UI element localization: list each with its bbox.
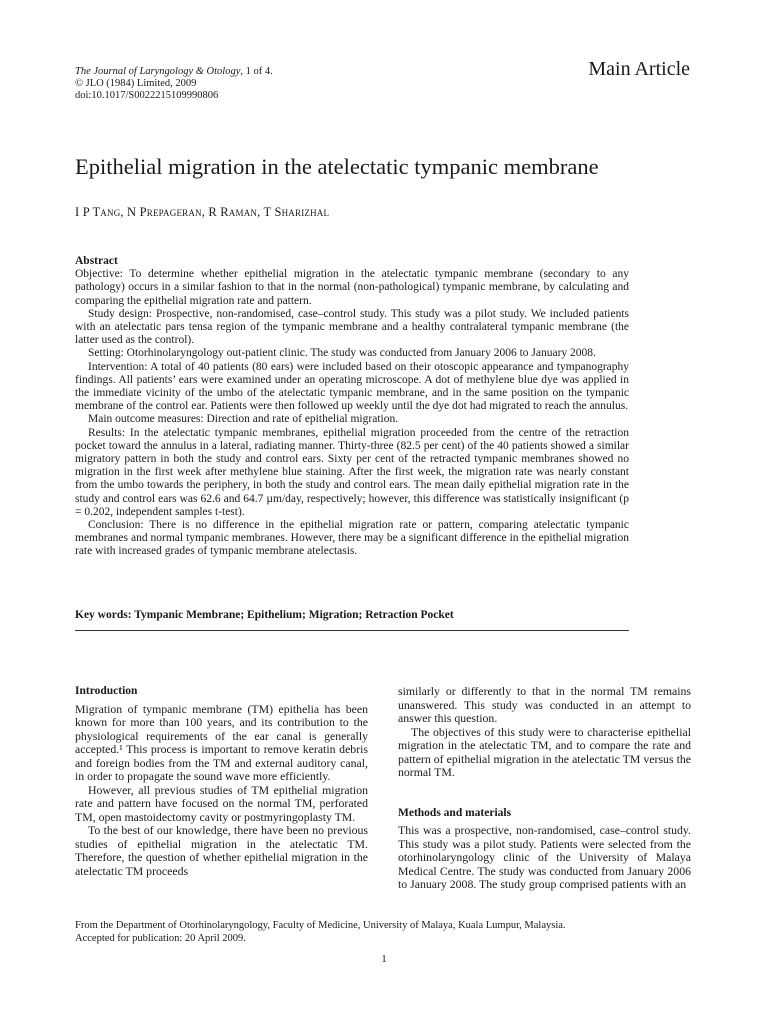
abstract-setting: Setting: Otorhinolaryngology out-patient clinic. The study was conducted from January 2006 to January 2008.	[88, 347, 596, 360]
methods-heading: Methods and materials	[398, 806, 512, 819]
abstract-intervention: Intervention: A total of 40 patients (80 ears) were included based on their otoscopic appearance and tympanography findings. All patients’ ears were examined under an operating microscope. A dot of methylene blue dye was applied in the immediate vicinity of the umbo of the atelectatic tympanic membrane, and in the same position on the tympanic membrane of the control ear. Patients were then followed up weekly until the dye dot had migrated to reach the annulus.	[75, 360, 629, 413]
methods-paragraph-1: This was a prospective, non-randomised, case–control study. This study was a pilot study. Patients were selected from the otorhinolaryngology clinic of the University of Malaya Medical Centre. The study was conducted from January 2006 to January 2008. The study group comprised patients with an	[398, 823, 691, 891]
abstract-results: Results: In the atelectatic tympanic membranes, epithelial migration proceeded from the centre of the retraction pocket toward the annulus in a lateral, radiating manner. Thirty-three (82.5 per cent) of the 40 patients showed a similar migratory pattern in both the study and control ears. Sixty per cent of the retracted tympanic membranes showed no migration in the first week after methylene blue staining. After the first week, the migration rate was nearly constant from the umbo towards the periphery, in both the study and control ears. The mean daily epithelial migration rate in the study and control ears was 62.6 and 64.7 µm/day, respectively; however, this difference was statistically insignificant (p = 0.202, independent samples t-test).	[75, 426, 629, 518]
journal-suffix: , 1 of 4.	[240, 66, 273, 77]
section-divider	[75, 630, 629, 631]
keywords: Key words: Tympanic Membrane; Epithelium; Migration; Retraction Pocket	[75, 609, 454, 621]
intro-paragraph-2: However, all previous studies of TM epithelial migration rate and pattern have focused on the normal TM, perforated TM, open mastoidectomy cavity or postmyringoplasty TM.	[75, 782, 368, 824]
intro-paragraph-1: Migration of tympanic membrane (TM) epithelia has been known for more than 100 years, and its contribution to the physiological requirements of the ear canal is generally accepted.¹ This process is important to remove keratin debris and foreign bodies from the TM and external auditory canal, in order to propagate the sound wave more efficiently.	[75, 701, 368, 783]
affiliation-footnote	[75, 920, 635, 945]
section-gap	[398, 780, 691, 807]
page-number: 1	[381, 953, 387, 965]
journal-citation	[75, 66, 273, 78]
author-list: I P Tang, N Prepageran, R Raman, T Sharizhal	[75, 205, 330, 219]
journal-name: The Journal of Laryngology & Otology	[75, 66, 241, 77]
introduction-heading: Introduction	[75, 685, 138, 697]
abstract-heading: Abstract	[75, 255, 118, 267]
right-paragraph-2: The objectives of this study were to characterise epithelial migration in the atelectatic TM, and to compare the rate and pattern of epithelial migration in the atelectatic TM versus the normal TM.	[398, 724, 691, 779]
abstract-outcome: Main outcome measures: Direction and rate of epithelial migration.	[88, 413, 399, 426]
right-column	[398, 685, 691, 892]
right-paragraph-1: similarly or differently to that in the normal TM remains unanswered. This study was conducted in an attempt to answer this question.	[398, 684, 691, 725]
abstract	[75, 255, 629, 559]
abstract-study-design: Study design: Prospective, non-randomised, case–control study. This study was a pilot study. We included patients with an atelectatic pars tensa region of the tympanic membrane and a healthy contralateral tympanic membrane (the latter used as the control).	[75, 307, 629, 347]
abstract-objective: Objective: To determine whether epithelial migration in the atelectatic tympanic membrane (secondary to any pathology) occurs in a similar fashion to that in the normal (non-pathological) tympanic membrane, by calculating and comparing the epithelial migration rate and pattern.	[75, 268, 629, 307]
journal-info	[75, 66, 273, 102]
section-label: Main Article	[588, 58, 690, 80]
copyright-line: © JLO (1984) Limited, 2009	[75, 78, 197, 89]
intro-paragraph-3: To the best of our knowledge, there have been no previous studies of epithelial migration in the atelectatic TM. Therefore, the question of whether epithelial migration in the atelectatic TM proceeds	[75, 823, 368, 878]
abstract-conclusion: Conclusion: There is no difference in the epithelial migration rate or pattern, comparing atelectatic tympanic membranes and normal tympanic membranes. However, there may be a significant difference in the epithelial migration rate with increased grades of tympanic membrane atelectasis.	[75, 519, 629, 558]
accepted-line: Accepted for publication: 20 April 2009.	[75, 932, 246, 944]
doi-line: doi:10.1017/S0022215109990806	[75, 90, 219, 101]
affiliation-line: From the Department of Otorhinolaryngology, Faculty of Medicine, University of Malaya, Kuala Lumpur, Malaysia.	[75, 920, 566, 931]
article-title: Epithelial migration in the atelectatic tympanic membrane	[75, 154, 599, 179]
left-column	[75, 685, 368, 878]
